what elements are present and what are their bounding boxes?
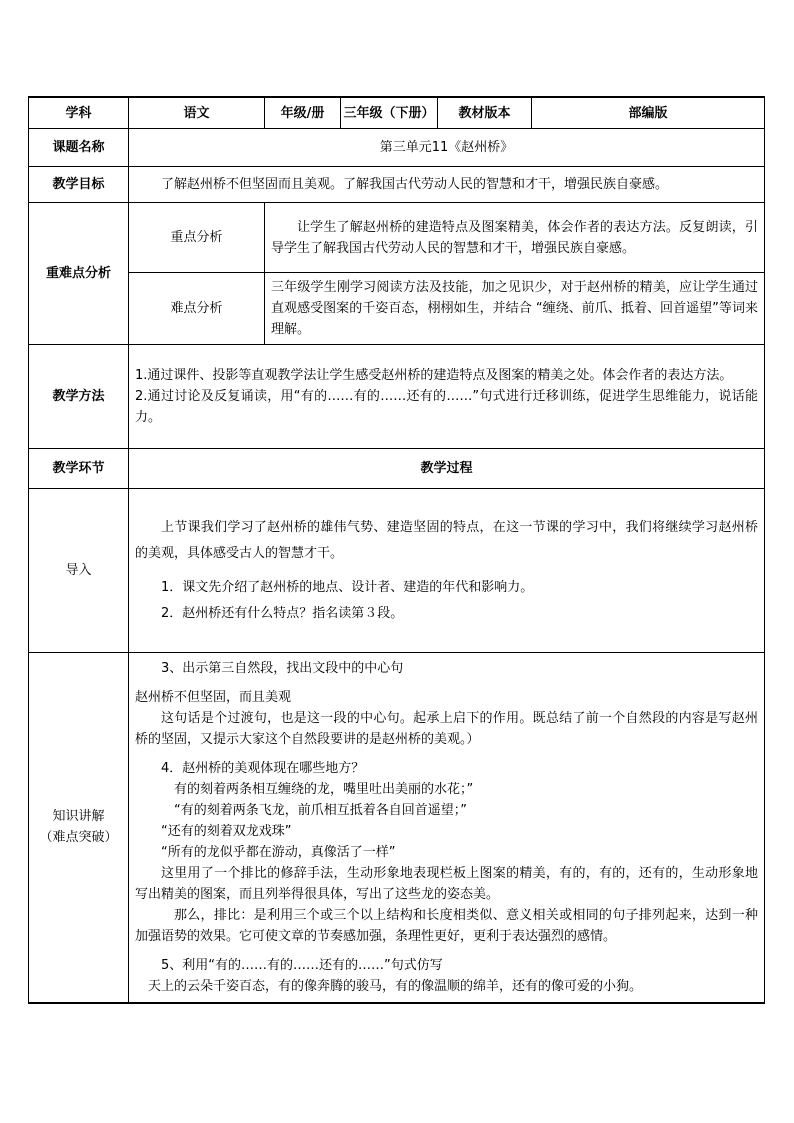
knowledge-parallelism-definition: 那么，排比：是利用三个或三个以上结构和长度相类似、意义相关或相同的句子排列起来，达到一种加强语势的效果。它可使文章的节奏感加强，条理性更好，更利于表达强烈的感情。: [135, 907, 758, 944]
knowledge-quote-1: 有的刻着两条相互缠绕的龙，嘴里吐出美丽的水花；”: [174, 781, 474, 797]
lesson-title: 第三单元11《赵州桥》: [129, 129, 765, 167]
method-label: 教学方法: [29, 345, 129, 449]
intro-paragraph: 上节课我们学习了赵州桥的雄伟气势、建造坚固的特点，在这一节课的学习中，我们将继续学习赵州桥的美观，具体感受古人的智慧才干。: [135, 519, 758, 561]
grade-value: 三年级（下册）: [341, 97, 438, 129]
key-analysis-text: 让学生了解赵州桥的建造特点及图案精美，体会作者的表达方法。反复朗读，引导学生了解我国古代劳动人民的智慧和才干，增强民族自豪感。: [271, 219, 758, 256]
knowledge-quote-4: “所有的龙似乎都在游动，真像活了一样”: [161, 844, 396, 860]
knowledge-step-5: 5、利用“有的……有的……还有的……”句式仿写: [161, 957, 443, 973]
goal-row: [29, 167, 765, 203]
intro-label: 导入: [29, 489, 129, 653]
key-analysis-row: [29, 203, 765, 273]
analysis-label: 重难点分析: [29, 203, 129, 345]
intro-point-1: 1．课文先介绍了赵州桥的地点、设计者、建造的年代和影响力。: [161, 579, 534, 595]
edition-label: 教材版本: [438, 97, 532, 129]
subject-value: 语文: [129, 97, 265, 129]
intro-row: [29, 489, 765, 653]
lesson-plan-table: [28, 96, 765, 1004]
goal-label: 教学目标: [29, 167, 129, 203]
knowledge-quote-3: “还有的刻着双龙戏珠”: [161, 823, 292, 839]
method-row: [29, 345, 765, 449]
knowledge-step-4: 4．赵州桥的美观体现在哪些地方？: [161, 760, 365, 776]
intro-point-2: 2．赵州桥还有什么特点？指名读第３段。: [161, 605, 404, 621]
difficult-analysis-text: 三年级学生刚学习阅读方法及技能，加之见识少，对于赵州桥的精美，应让学生通过直观感受图案的千姿百态，栩栩如生，并结合 “缠绕、前爪、抵着、回首遥望”等词来理解。: [271, 280, 758, 337]
goal-text: 了解赵州桥不但坚固而且美观。了解我国古代劳动人民的智慧和才干，增强民族自豪感。: [161, 177, 669, 192]
knowledge-explanation: 这句话是个过渡句，也是这一段的中心句。起承上启下的作用。既总结了前一个自然段的内容是写赵州桥的坚固，又提示大家这个自然段要讲的是赵州桥的美观。）: [135, 710, 758, 747]
process-header-row: [29, 449, 765, 489]
method-line-1: 1.通过课件、投影等直观教学法让学生感受赵州桥的建造特点及图案的精美之处。体会作者的表达方法。: [135, 368, 733, 383]
knowledge-quote-2: “有的刻着两条飞龙，前爪相互抵着各自回首遥望；”: [174, 802, 467, 818]
subject-label: 学科: [29, 97, 129, 129]
edition-value: 部编版: [532, 97, 765, 129]
lesson-row: [29, 129, 765, 167]
knowledge-row: [29, 653, 765, 1003]
knowledge-sublabel: （难点突破）: [39, 830, 118, 846]
lesson-label: 课题名称: [29, 129, 129, 167]
knowledge-step-3: 3、出示第三自然段，找出文段中的中心句: [161, 660, 404, 676]
method-line-2: 2.通过讨论及反复诵读，用“有的……有的……还有的……”句式进行迁移训练，促进学生思维能力，说话能力。: [135, 389, 758, 425]
process-label: 教学过程: [129, 449, 765, 489]
knowledge-central-sentence: 赵州桥不但坚固，而且美观: [135, 689, 292, 705]
grade-label: 年级/册: [265, 97, 341, 129]
header-row: [29, 97, 765, 129]
key-analysis-label: 重点分析: [129, 203, 265, 273]
stage-label: 教学环节: [29, 449, 129, 489]
knowledge-parallelism-note: 这里用了一个排比的修辞手法，生动形象地表现栏板上图案的精美，有的，有的，还有的，生动形象地写出精美的图案，而且列举得很具体，写出了这些龙的姿态美。: [135, 865, 758, 902]
lesson-plan-page: [28, 96, 764, 1010]
difficult-analysis-label: 难点分析: [129, 273, 265, 345]
difficult-analysis-row: [29, 273, 765, 345]
knowledge-label: 知识讲解: [52, 809, 105, 825]
knowledge-example-sentence: 天上的云朵千姿百态，有的像奔腾的骏马，有的像温顺的绵羊，还有的像可爱的小狗。: [148, 978, 643, 994]
